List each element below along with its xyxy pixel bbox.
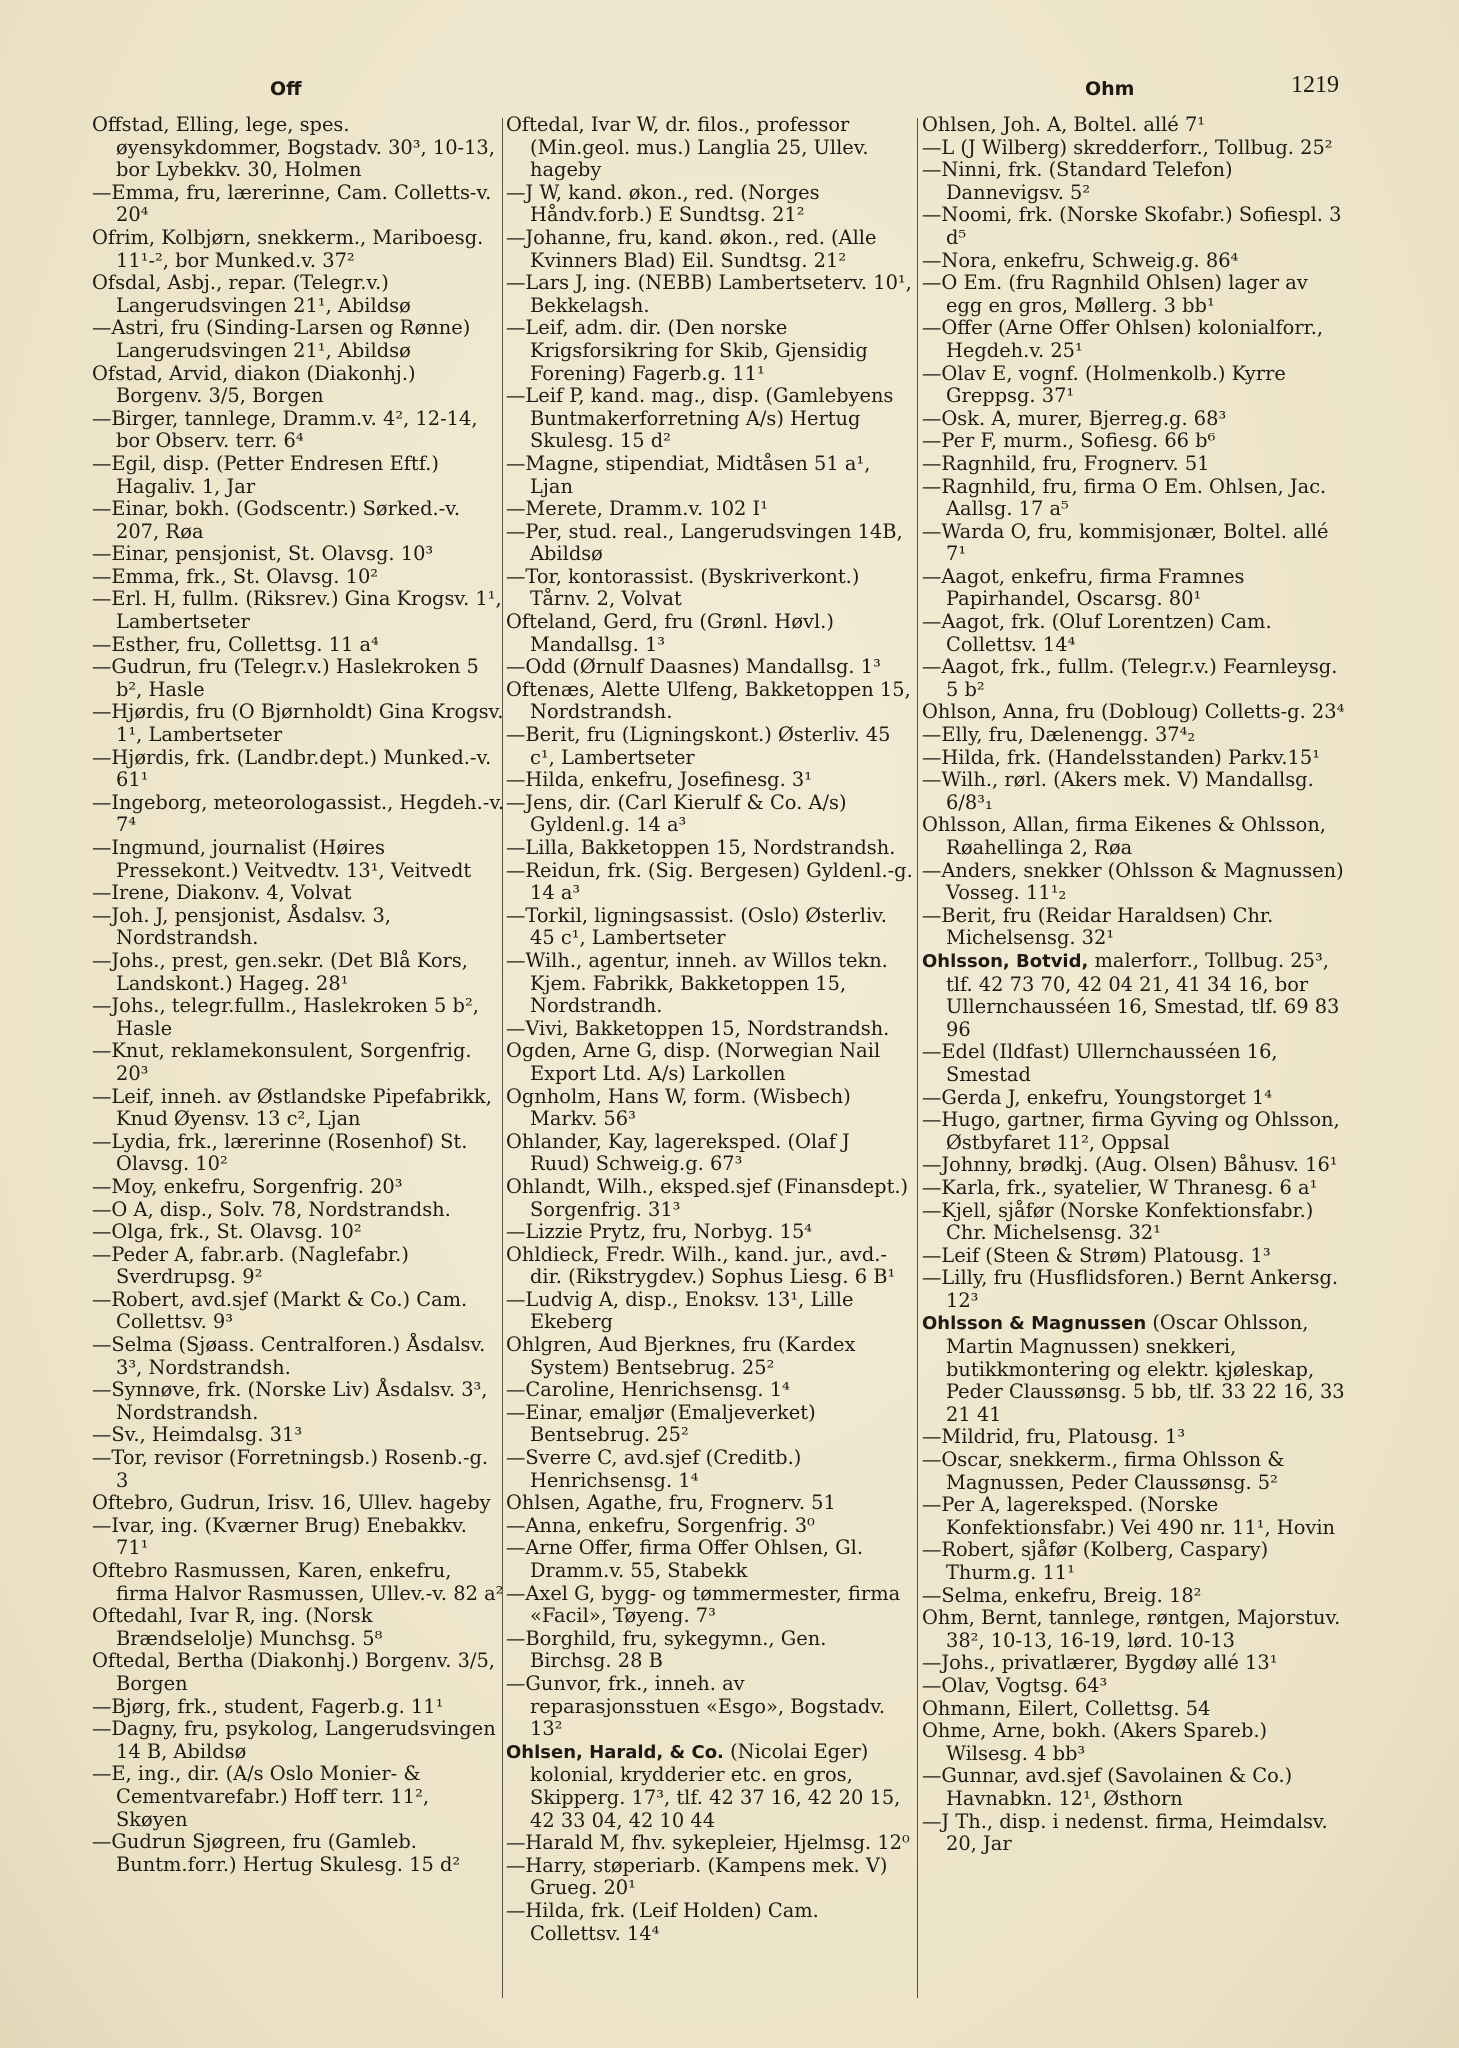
entry-text: —Offer (Arne Offer Ohlsen) kolonialforr., Hegdeh.v. 25¹: [922, 316, 1324, 362]
directory-entry: [922, 1675, 1350, 1698]
directory-entry: [506, 498, 914, 521]
entry-text: —Aagot, frk., fullm. (Telegr.v.) Fearnleysg. 5 b²: [922, 655, 1338, 701]
entry-text: Oftenæs, Alette Ulfeng, Bakketoppen 15, Nordstrandsh.: [506, 677, 911, 724]
entry-text: —J W, kand. økon., red. (Norges Håndv.forb.) E Sundtsg. 21²: [506, 180, 820, 227]
entry-text: —Merete, Dramm.v. 102 I¹: [506, 497, 768, 521]
directory-entry: [922, 408, 1350, 431]
directory-entry: [92, 1492, 505, 1515]
entry-text: Ohlander, Kay, lagereksped. (Olaf J Ruud) Schweig.g. 67³: [506, 1129, 850, 1176]
entry-text: Offstad, Elling, lege, spes. øyensykdommer, Bogstadv. 30³, 10-13, bor Lybekkv. 30, Holmen: [92, 114, 495, 182]
entry-text: —Tor, kontorassist. (Byskriverkont.) Tårnv. 2, Volvat: [506, 564, 860, 611]
directory-entry: [506, 679, 914, 724]
directory-entry: [92, 1763, 505, 1831]
directory-entry: [506, 1402, 914, 1447]
entry-text: —Hilda, frk. (Leif Holden) Cam. Collettsv. 14⁴: [506, 1898, 819, 1945]
entry-text: —Mildrid, fru, Platousg. 1³: [922, 1425, 1186, 1449]
entry-text: —Osk. A, murer, Bjerreg.g. 68³: [922, 406, 1227, 430]
entry-text: —Warda O, fru, kommisjonær, Boltel. allé 7¹: [922, 519, 1329, 566]
entry-text: —Leif (Steen & Strøm) Platousg. 1³: [922, 1243, 1271, 1267]
entry-text: —Karla, frk., syatelier, W Thranesg. 6 a¹: [922, 1175, 1318, 1199]
entry-text: —Joh. J, pensjonist, Åsdalsv. 3, Nordstrandsh.: [92, 903, 391, 950]
entry-text: —Lilly, fru (Husflidsforen.) Bernt Ankersg. 12³: [922, 1266, 1339, 1312]
entry-text: —Edel (Ildfast) Ullernchausséen 16, Smestad: [922, 1040, 1278, 1086]
entry-text: —Gudrun Sjøgreen, fru (Gamleb. Buntm.forr.) Hertug Skulesg. 15 d²: [92, 1830, 461, 1876]
entry-text: Ohlsen, Agathe, fru, Frognerv. 51: [506, 1491, 836, 1515]
entry-text: Ofsdal, Asbj., repar. (Telegr.v.) Langerudsvingen 21¹, Abildsø: [92, 271, 411, 317]
directory-entry: [922, 137, 1350, 160]
entry-text: —Bjørg, frk., student, Fagerb.g. 11¹: [92, 1694, 444, 1718]
directory-entry: [922, 1585, 1350, 1608]
entry-bold-heading: Ohlsson & Magnussen: [922, 1313, 1147, 1335]
entry-text: —Leif P, kand. mag., disp. (Gamlebyens Buntmakerforretning A/s) Hertug Skulesg. 15 d²: [506, 384, 894, 453]
entry-text: —Aagot, frk. (Oluf Lorentzen) Cam. Collettsv. 14⁴: [922, 610, 1272, 656]
directory-entry: [506, 385, 914, 453]
entry-text: —Knut, reklamekonsulent, Sorgenfrig. 20³: [92, 1039, 472, 1085]
entry-text: (Nicolai Eger) kolonial, krydderier etc. en gros, Skipperg. 17³, tlf. 42 37 16, 42 20 15, 42 33 04, 42 10 44: [530, 1739, 901, 1832]
directory-entry: [922, 453, 1350, 476]
entry-text: Oftedal, Ivar W, dr. filos., professor (Min.geol. mus.) Langlia 25, Ullev. hageby: [506, 114, 869, 182]
directory-entry: [92, 566, 505, 589]
directory-entry: [922, 950, 1350, 1041]
directory-entry: [92, 1334, 505, 1379]
entry-text: Ofteland, Gerd, fru (Grønl. Høvl.) Mandallsg. 1³: [506, 610, 834, 656]
entry-text: —Egil, disp. (Petter Endresen Eftf.) Hagaliv. 1, Jar: [92, 451, 439, 498]
directory-entry: [506, 1583, 914, 1628]
entry-bold-heading: Ohlsen, Harald, & Co.: [506, 1741, 724, 1763]
entry-text: —Berit, fru (Reidar Haraldsen) Chr. Michelsensg. 32¹: [922, 903, 1274, 950]
directory-entry: [92, 408, 505, 453]
entry-text: —Ragnhild, fru, Frognerv. 51: [922, 451, 1210, 475]
directory-entry: [922, 1154, 1350, 1177]
entry-text: —Ivar, ing. (Kværner Brug) Enebakkv. 71¹: [92, 1513, 467, 1560]
directory-entry: [506, 792, 914, 837]
directory-entry: [92, 1447, 505, 1492]
directory-entry: [506, 566, 914, 611]
entry-text: —Peder A, fabr.arb. (Naglefabr.) Sverdrupsg. 9²: [92, 1242, 409, 1289]
directory-entry: [92, 905, 505, 950]
directory-entry: [506, 656, 914, 679]
directory-entry: [506, 182, 914, 227]
entry-text: —Aagot, enkefru, firma Framnes Papirhandel, Oscarsg. 80¹: [922, 564, 1245, 611]
directory-entry: [506, 1447, 914, 1492]
entry-text: —Moy, enkefru, Sorgenfrig. 20³: [92, 1174, 403, 1198]
column-divider: [917, 118, 918, 1998]
entry-text: Ohme, Arne, bokh. (Akers Spareb.) Wilsesg. 4 bb³: [922, 1719, 1268, 1765]
directory-entry: [922, 363, 1350, 408]
entry-text: —E, ing., dir. (A/s Oslo Monier- & Cementvarefabr.) Hoff terr. 11², Skøyen: [92, 1762, 430, 1831]
directory-entry: [922, 1109, 1350, 1154]
entry-text: —O Em. (fru Ragnhild Ohlsen) lager av egg en gros, Møllerg. 3 bb¹: [922, 271, 1308, 317]
entry-text: —Per F, murm., Sofiesg. 66 b⁶: [922, 429, 1216, 453]
entry-text: —Leif, inneh. av Østlandske Pipefabrikk, Knud Øyensv. 13 c², Ljan: [92, 1084, 492, 1131]
directory-entry: [506, 1515, 914, 1538]
entry-text: —Selma, enkefru, Breig. 18²: [922, 1583, 1202, 1607]
entry-text: —Hjørdis, frk. (Landbr.dept.) Munked.-v. 61¹: [92, 745, 492, 792]
entry-text: Oftebro, Gudrun, Irisv. 16, Ullev. hageby: [92, 1491, 491, 1515]
entry-text: —Oscar, snekkerm., firma Ohlsson & Magnussen, Peder Claussønsg. 5²: [922, 1448, 1285, 1494]
entry-text: —Vivi, Bakketoppen 15, Nordstrandsh.: [506, 1016, 890, 1040]
entry-text: —Anders, snekker (Ohlsson & Magnussen) Vosseg. 11¹₂: [922, 858, 1344, 905]
directory-entry: [506, 724, 914, 769]
directory-entry: [92, 1424, 505, 1447]
directory-entry: [92, 363, 505, 408]
directory-entry: [506, 1018, 914, 1041]
entry-text: Ofrim, Kolbjørn, snekkerm., Mariboesg. 11¹-², bor Munked.v. 37²: [92, 225, 484, 272]
directory-entry: [922, 860, 1350, 905]
directory-entry: [506, 1244, 914, 1289]
directory-entry: [506, 1855, 914, 1900]
entry-text: —Lars J, ing. (NEBB) Lambertseterv. 10¹, Bekkelagsh.: [506, 271, 912, 317]
entry-text: —Ninni, frk. (Standard Telefon) Dannevigsv. 5²: [922, 158, 1233, 204]
directory-entry: [506, 611, 914, 656]
entry-text: —Einar, bokh. (Godscentr.) Sørked.-v. 207, Røa: [92, 497, 461, 543]
directory-entry: [922, 1087, 1350, 1110]
entry-text: —Sv., Heimdalsg. 31³: [92, 1423, 303, 1447]
entry-text: —Gudrun, fru (Telegr.v.) Haslekroken 5 b², Hasle: [92, 655, 479, 701]
directory-entry: [92, 747, 505, 792]
directory-entry: [506, 1832, 914, 1855]
directory-entry: [922, 1811, 1350, 1856]
entry-text: —Einar, emaljør (Emaljeverket) Bentsebrug. 25²: [506, 1400, 816, 1447]
entry-text: malerforr., Tollbug. 25³, tlf. 42 73 70, 42 04 21, 41 34 16, bor Ullernchausséen 16, Smestad, tlf. 69 83 96: [946, 948, 1340, 1041]
entry-text: —Hilda, enkefru, Josefinesg. 3¹: [506, 768, 813, 792]
entry-text: —Hjørdis, fru (O Bjørnholdt) Gina Krogsv. 1¹, Lambertseter: [92, 700, 504, 747]
entry-text: —Ingmund, journalist (Høires Pressekont.) Veitvedtv. 13¹, Veitvedt: [92, 836, 472, 882]
directory-entry: [922, 114, 1350, 137]
entry-text: Ohlandt, Wilh., eksped.sjef (Finansdept.) Sorgenfrig. 31³: [506, 1174, 909, 1221]
directory-entry: [506, 1086, 914, 1131]
entry-text: —Ludvig A, disp., Enoksv. 13¹, Lille Ekeberg: [506, 1287, 854, 1334]
directory-entry: [506, 272, 914, 317]
entry-text: —Einar, pensjonist, St. Olavsg. 10³: [92, 542, 434, 566]
directory-entry: [922, 566, 1350, 611]
directory-entry: [922, 1177, 1350, 1200]
entry-text: —Olav E, vognf. (Holmenkolb.) Kyrre Greppsg. 37¹: [922, 361, 1286, 408]
directory-entry: [922, 1539, 1350, 1584]
directory-entry: [922, 769, 1350, 814]
entry-text: —Birger, tannlege, Dramm.v. 4², 12-14, bor Observ. terr. 6⁴: [92, 406, 478, 453]
directory-entry: [92, 114, 505, 182]
entry-text: —Johs., telegr.fullm., Haslekroken 5 b², Hasle: [92, 994, 479, 1040]
entry-text: —Lilla, Bakketoppen 15, Nordstrandsh.: [506, 836, 896, 859]
entry-text: Ohldieck, Fredr. Wilh., kand. jur., avd.-dir. (Rikstrygdev.) Sophus Liesg. 6 B¹: [506, 1242, 896, 1289]
columns-container: [92, 114, 1350, 2014]
entry-text: —Robert, sjåfør (Kolberg, Caspary) Thurm.g. 11¹: [922, 1538, 1269, 1584]
directory-entry: [922, 1200, 1350, 1245]
directory-entry: [922, 250, 1350, 273]
entry-text: —Magne, stipendiat, Midtåsen 51 a¹, Ljan: [506, 451, 871, 498]
directory-entry: [92, 1176, 505, 1199]
directory-entry: [922, 1720, 1350, 1765]
entry-text: Ohmann, Eilert, Collettsg. 54: [922, 1696, 1211, 1720]
entry-text: —Wilh., rørl. (Akers mek. V) Mandallsg. 6/8³₁: [922, 768, 1314, 814]
directory-entry: [922, 611, 1350, 656]
directory-entry: [92, 1040, 505, 1085]
directory-entry: [92, 1515, 505, 1560]
directory-entry: [506, 837, 914, 860]
directory-entry: [92, 1696, 505, 1719]
entry-text: —Berit, fru (Ligningskont.) Østerliv. 45 c¹, Lambertseter: [506, 723, 891, 769]
entry-text: —Tor, revisor (Forretningsb.) Rosenb.-g. 3: [92, 1446, 489, 1492]
entry-text: —Per, stud. real., Langerudsvingen 14B, Abildsø: [506, 519, 903, 566]
directory-entry: [922, 1041, 1350, 1086]
entry-text: Oftedahl, Ivar R, ing. (Norsk Brændselolje) Munchsg. 5⁸: [92, 1604, 383, 1650]
entry-text: —Synnøve, frk. (Norske Liv) Åsdalsv. 3³, Nordstrandsh.: [92, 1378, 488, 1424]
column-3: [922, 114, 1350, 2014]
directory-entry: [92, 1650, 505, 1695]
entry-text: —Lydia, frk., lærerinne (Rosenhof) St. Olavsg. 10²: [92, 1129, 468, 1176]
directory-entry: [922, 701, 1350, 724]
entry-text: —Astri, fru (Sinding-Larsen og Rønne) Langerudsvingen 21¹, Abildsø: [92, 316, 471, 362]
entry-text: —Ingeborg, meteorologassist., Hegdeh.-v. 7⁴: [92, 790, 505, 837]
entry-text: —O A, disp., Solv. 78, Nordstrandsh.: [92, 1197, 451, 1221]
entry-text: —Dagny, fru, psykolog, Langerudsvingen 14 B, Abildsø: [92, 1717, 496, 1763]
directory-entry: [922, 1449, 1350, 1494]
entry-text: —Torkil, ligningsassist. (Oslo) Østerliv. 45 c¹, Lambertseter: [506, 903, 887, 950]
entry-text: —Johnny, brødkj. (Aug. Olsen) Båhusv. 16¹: [922, 1153, 1338, 1177]
directory-entry: [92, 1199, 505, 1222]
entry-text: —Johs., privatlærer, Bygdøy allé 13¹: [922, 1651, 1278, 1675]
directory-entry: [922, 1267, 1350, 1312]
entry-text: —Jens, dir. (Carl Kierulf & Co. A/s) Gyldenl.g. 14 a³: [506, 790, 847, 837]
directory-entry: [92, 837, 505, 882]
entry-text: —Arne Offer, firma Offer Ohlsen, Gl. Dramm.v. 55, Stabekk: [506, 1536, 863, 1582]
entry-text: —Kjell, sjåfør (Norske Konfektionsfabr.) Chr. Michelsensg. 32¹: [922, 1198, 1314, 1245]
directory-entry: [506, 1628, 914, 1673]
entry-text: —Robert, avd.sjef (Markt & Co.) Cam. Collettsv. 9³: [92, 1287, 468, 1334]
entry-text: —Olga, frk., St. Olavsg. 10²: [92, 1220, 362, 1244]
directory-entry: [92, 995, 505, 1040]
page-number: 1219: [1291, 72, 1339, 98]
directory-entry: [506, 1289, 914, 1334]
entry-text: —L (J Wilberg) skredderforr., Tollbug. 25²: [922, 135, 1333, 159]
directory-entry: [922, 317, 1350, 362]
directory-entry: [922, 814, 1350, 859]
directory-entry: [92, 701, 505, 746]
directory-entry: [92, 1244, 505, 1289]
entry-text: —Harald M, fhv. sykepleier, Hjelmsg. 12⁰: [506, 1831, 910, 1855]
entry-text: Oftedal, Bertha (Diakonhj.) Borgenv. 3/5, Borgen: [92, 1649, 495, 1695]
entry-text: —Lizzie Prytz, fru, Norbyg. 15⁴: [506, 1220, 813, 1244]
entry-text: —Emma, fru, lærerinne, Cam. Colletts-v. 20⁴: [92, 180, 492, 227]
entry-text: —Hugo, gartner, firma Gyving og Ohlsson, Østbyfaret 11², Oppsal: [922, 1108, 1340, 1154]
directory-entry: [92, 1379, 505, 1424]
directory-entry: [92, 182, 505, 227]
directory-entry: [506, 1379, 914, 1402]
directory-entry: [92, 1560, 505, 1605]
directory-entry: [92, 950, 505, 995]
directory-entry: [922, 521, 1350, 566]
entry-text: Ohlson, Anna, fru (Dobloug) Colletts-g. 23⁴: [922, 700, 1345, 724]
entry-text: —Irene, Diakonv. 4, Volvat: [92, 881, 352, 905]
entry-text: —Nora, enkefru, Schweig.g. 86⁴: [922, 248, 1239, 272]
entry-text: —Anna, enkefru, Sorgenfrig. 3⁰: [506, 1513, 815, 1537]
directory-entry: [92, 634, 505, 657]
directory-entry: [92, 792, 505, 837]
directory-entry: [92, 1086, 505, 1131]
directory-entry: [922, 204, 1350, 249]
directory-entry: [922, 1494, 1350, 1539]
directory-entry: [922, 272, 1350, 317]
directory-entry: [506, 905, 914, 950]
entry-text: —Wilh., agentur, inneh. av Willos tekn. Kjem. Fabrikk, Bakketoppen 15, Nordstrandh.: [506, 948, 888, 1018]
entry-text: Ogden, Arne G, disp. (Norwegian Nail Export Ltd. A/s) Larkollen: [506, 1039, 881, 1085]
directory-entry: [506, 1221, 914, 1244]
directory-entry: [506, 1131, 914, 1176]
page-header: [90, 72, 1339, 112]
entry-text: —Ragnhild, fru, firma O Em. Ohlsen, Jac. Aallsg. 17 a⁵: [922, 474, 1327, 521]
entry-text: —Borghild, fru, sykegymn., Gen. Birchsg. 28 B: [506, 1626, 827, 1673]
entry-text: —Reidun, frk. (Sig. Bergesen) Gyldenl.-g. 14 a³: [506, 858, 913, 905]
entry-text: —Axel G, bygg- og tømmermester, firma «Facil», Tøyeng. 7³: [506, 1581, 901, 1628]
entry-text: —J Th., disp. i nedenst. firma, Heimdalsv. 20, Jar: [922, 1809, 1328, 1856]
directory-entry: [506, 1040, 914, 1085]
entry-text: —Noomi, frk. (Norske Skofabr.) Sofiespl. 3 d⁵: [922, 203, 1342, 249]
directory-entry: [506, 317, 914, 385]
directory-entry: [922, 656, 1350, 701]
directory-entry: [506, 1334, 914, 1379]
directory-entry: [92, 1131, 505, 1176]
entry-text: —Gerda J, enkefru, Youngstorget 1⁴: [922, 1085, 1272, 1109]
entry-text: Ognholm, Hans W, form. (Wisbech) Markv. 56³: [506, 1084, 851, 1131]
entry-text: —Esther, fru, Collettsg. 11 a⁴: [92, 632, 379, 656]
entry-text: Ohlgren, Aud Bjerknes, fru (Kardex System) Bentsebrug. 25²: [506, 1333, 856, 1379]
directory-entry: [92, 498, 505, 543]
entry-text: —Hilda, frk. (Handelsstanden) Parkv.15¹: [922, 745, 1321, 769]
directory-entry: [922, 747, 1350, 770]
directory-entry: [922, 476, 1350, 521]
entry-text: —Olav, Vogtsg. 64³: [922, 1673, 1108, 1697]
directory-entry: [92, 1831, 505, 1876]
entry-text: —Johs., prest, gen.sekr. (Det Blå Kors, Landskont.) Hageg. 28¹: [92, 948, 468, 995]
directory-entry: [922, 1698, 1350, 1721]
directory-entry: [92, 227, 505, 272]
directory-entry: [922, 1245, 1350, 1268]
entry-text: (Oscar Ohlsson, Martin Magnussen) snekkeri, butikkmontering og elektr. kjøleskap, Peder Claussønsg. 5 bb, tlf. 33 22 16, 33 21 41: [946, 1311, 1345, 1426]
directory-entry: [506, 1673, 914, 1741]
directory-entry: [506, 860, 914, 905]
directory-entry: [506, 521, 914, 566]
header-right-guide-word: Ohm: [1085, 78, 1135, 100]
directory-entry: [922, 159, 1350, 204]
directory-entry: [506, 950, 914, 1018]
directory-entry: [922, 1426, 1350, 1449]
entry-text: —Sverre C, avd.sjef (Creditb.) Henrichsensg. 1⁴: [506, 1446, 802, 1492]
entry-text: —Gunnar, avd.sjef (Savolainen & Co.) Havnabkn. 12¹, Østhorn: [922, 1764, 1293, 1810]
entry-text: —Caroline, Henrichsensg. 1⁴: [506, 1378, 790, 1402]
entry-text: —Emma, frk., St. Olavsg. 10²: [92, 564, 379, 588]
entry-text: Ohlsen, Joh. A, Boltel. allé 7¹: [922, 114, 1206, 136]
column-2: [506, 114, 914, 2014]
directory-entry: [92, 453, 505, 498]
directory-entry: [92, 317, 505, 362]
directory-entry: [92, 882, 505, 905]
directory-entry: [506, 1176, 914, 1221]
directory-entry: [92, 272, 505, 317]
column-1: [92, 114, 505, 2014]
directory-entry: [506, 1537, 914, 1582]
entry-text: Ohlsson, Allan, firma Eikenes & Ohlsson, Røahellinga 2, Røa: [922, 813, 1326, 859]
directory-entry: [922, 1765, 1350, 1810]
directory-entry: [922, 724, 1350, 747]
directory-entry: [92, 1289, 505, 1334]
directory-entry: [92, 1605, 505, 1650]
directory-entry: [922, 905, 1350, 950]
directory-entry: [92, 588, 505, 633]
directory-entry: [922, 430, 1350, 453]
directory-entry: [92, 1718, 505, 1763]
directory-entry: [506, 1741, 914, 1832]
entry-text: —Per A, lagereksped. (Norske Konfektionsfabr.) Vei 490 nr. 11¹, Hovin: [922, 1493, 1336, 1539]
entry-text: Ohm, Bernt, tannlege, røntgen, Majorstuv. 38², 10-13, 16-19, lørd. 10-13: [922, 1606, 1341, 1652]
directory-entry: [92, 1221, 505, 1244]
directory-entry: [922, 1312, 1350, 1426]
entry-text: Oftebro Rasmussen, Karen, enkefru, firma Halvor Rasmussen, Ullev.-v. 82 a²: [92, 1559, 504, 1605]
directory-entry: [92, 543, 505, 566]
entry-text: —Selma (Sjøass. Centralforen.) Åsdalsv. 3³, Nordstrandsh.: [92, 1333, 486, 1379]
entry-text: —Odd (Ørnulf Daasnes) Mandallsg. 1³: [506, 655, 881, 679]
directory-entry: [506, 769, 914, 792]
entry-text: —Johanne, fru, kand. økon., red. (Alle Kvinners Blad) Eil. Sundtsg. 21²: [506, 225, 877, 272]
directory-entry: [506, 114, 914, 182]
entry-text: —Erl. H, fullm. (Riksrev.) Gina Krogsv. 1¹, Lambertseter: [92, 587, 502, 634]
entry-text: —Leif, adm. dir. (Den norske Krigsforsikring for Skib, Gjensidig Forening) Fagerb.g. 11¹: [506, 316, 868, 385]
header-left-guide-word: Off: [270, 78, 302, 100]
directory-entry: [506, 1900, 914, 1945]
directory-entry: [92, 656, 505, 701]
entry-bold-heading: Ohlsson, Botvid,: [922, 950, 1089, 972]
entry-text: —Elly, fru, Dælenengg. 37⁴₂: [922, 723, 1196, 747]
entry-text: —Harry, støperiarb. (Kampens mek. V) Grueg. 20¹: [506, 1853, 888, 1900]
directory-entry: [506, 1492, 914, 1515]
directory-entry: [922, 1607, 1350, 1652]
directory-entry: [506, 227, 914, 272]
entry-text: Ofstad, Arvid, diakon (Diakonhj.) Borgenv. 3/5, Borgen: [92, 361, 416, 408]
entry-text: —Gunvor, frk., inneh. av reparasjonsstuen «Esgo», Bogstadv. 13²: [506, 1671, 886, 1741]
directory-entry: [922, 1652, 1350, 1675]
directory-entry: [506, 453, 914, 498]
